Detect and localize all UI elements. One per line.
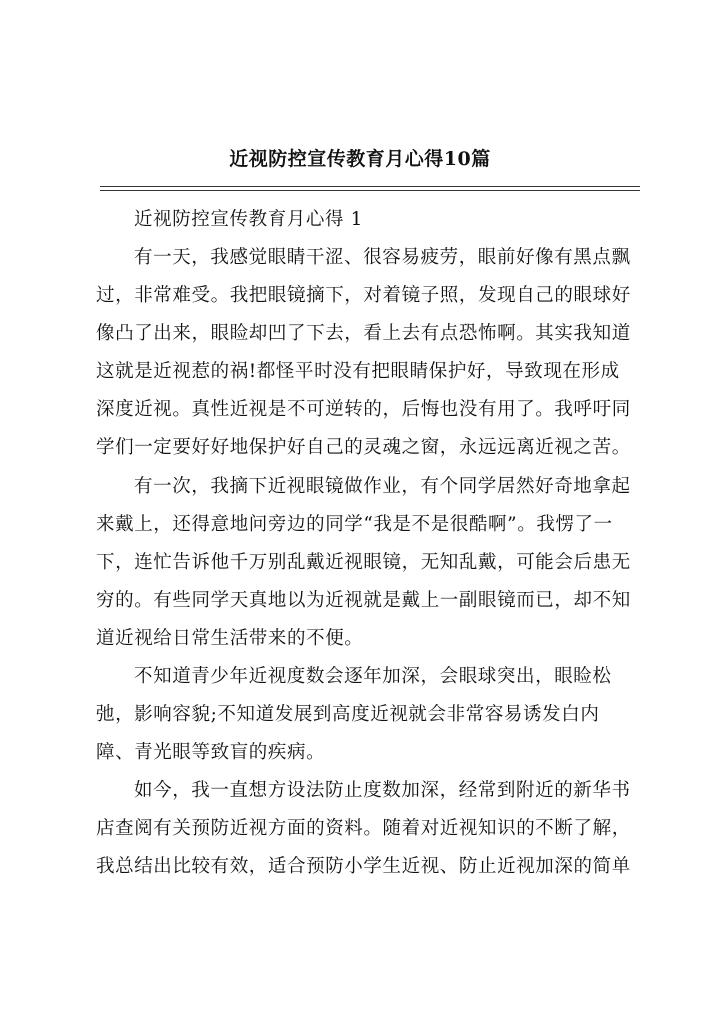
paragraph-1-line-4: 这就是近视惹的祸!都怪平时没有把眼睛保护好，导致现在形成 (96, 361, 620, 382)
paragraph-2-line-1: 有一次，我摘下近视眼镜做作业，有个同学居然好奇地拿起 (134, 476, 631, 497)
paragraph-2-line-4: 穷的。有些同学天真地以为近视就是戴上一副眼镜而已，却不知 (96, 590, 631, 611)
paragraph-2-line-3: 下，连忙告诉他千万别乱戴近视眼镜，无知乱戴，可能会后患无 (96, 552, 631, 573)
paragraph-4-line-1: 如今，我一直想方设法防止度数加深，经常到附近的新华书 (134, 780, 631, 801)
paragraph-2-line-5: 道近视给日常生活带来的不便。 (96, 628, 364, 649)
title-double-rule (100, 186, 640, 191)
paragraph-4-line-3: 我总结出比较有效，适合预防小学生近视、防止近视加深的简单 (96, 856, 631, 877)
paragraph-3-line-3: 障、青光眼等致盲的疾病。 (96, 742, 326, 763)
paragraph-1-line-3: 像凸了出来，眼睑却凹了下去，看上去有点恐怖啊。其实我知道 (96, 323, 631, 344)
paragraph-1-line-2: 过，非常难受。我把眼镜摘下，对着镜子照，发现自己的眼球好 (96, 285, 631, 306)
paragraph-1-line-5: 深度近视。真性近视是不可逆转的，后悔也没有用了。我呼吁同 (96, 399, 631, 420)
paragraph-4-line-2: 店查阅有关预防近视方面的资料。随着对近视知识的不断了解， (96, 818, 631, 839)
paragraph-3-line-2: 弛，影响容貌;不知道发展到高度近视就会非常容易诱发白内 (96, 704, 600, 725)
document-title: 近视防控宣传教育月心得10篇 (229, 148, 491, 170)
paragraph-2-line-2: 来戴上，还得意地问旁边的同学“我是不是很酷啊”。我愣了一 (96, 514, 613, 535)
section-heading: 近视防控宣传教育月心得 1 (134, 209, 363, 230)
paragraph-1-line-1: 有一天，我感觉眼睛干涩、很容易疲劳，眼前好像有黑点飘 (134, 247, 631, 268)
paragraph-1-line-6: 学们一定要好好地保护好自己的灵魂之窗，永远远离近视之苦。 (96, 437, 631, 458)
paragraph-3-line-1: 不知道青少年近视度数会逐年加深，会眼球突出，眼睑松 (134, 666, 612, 687)
